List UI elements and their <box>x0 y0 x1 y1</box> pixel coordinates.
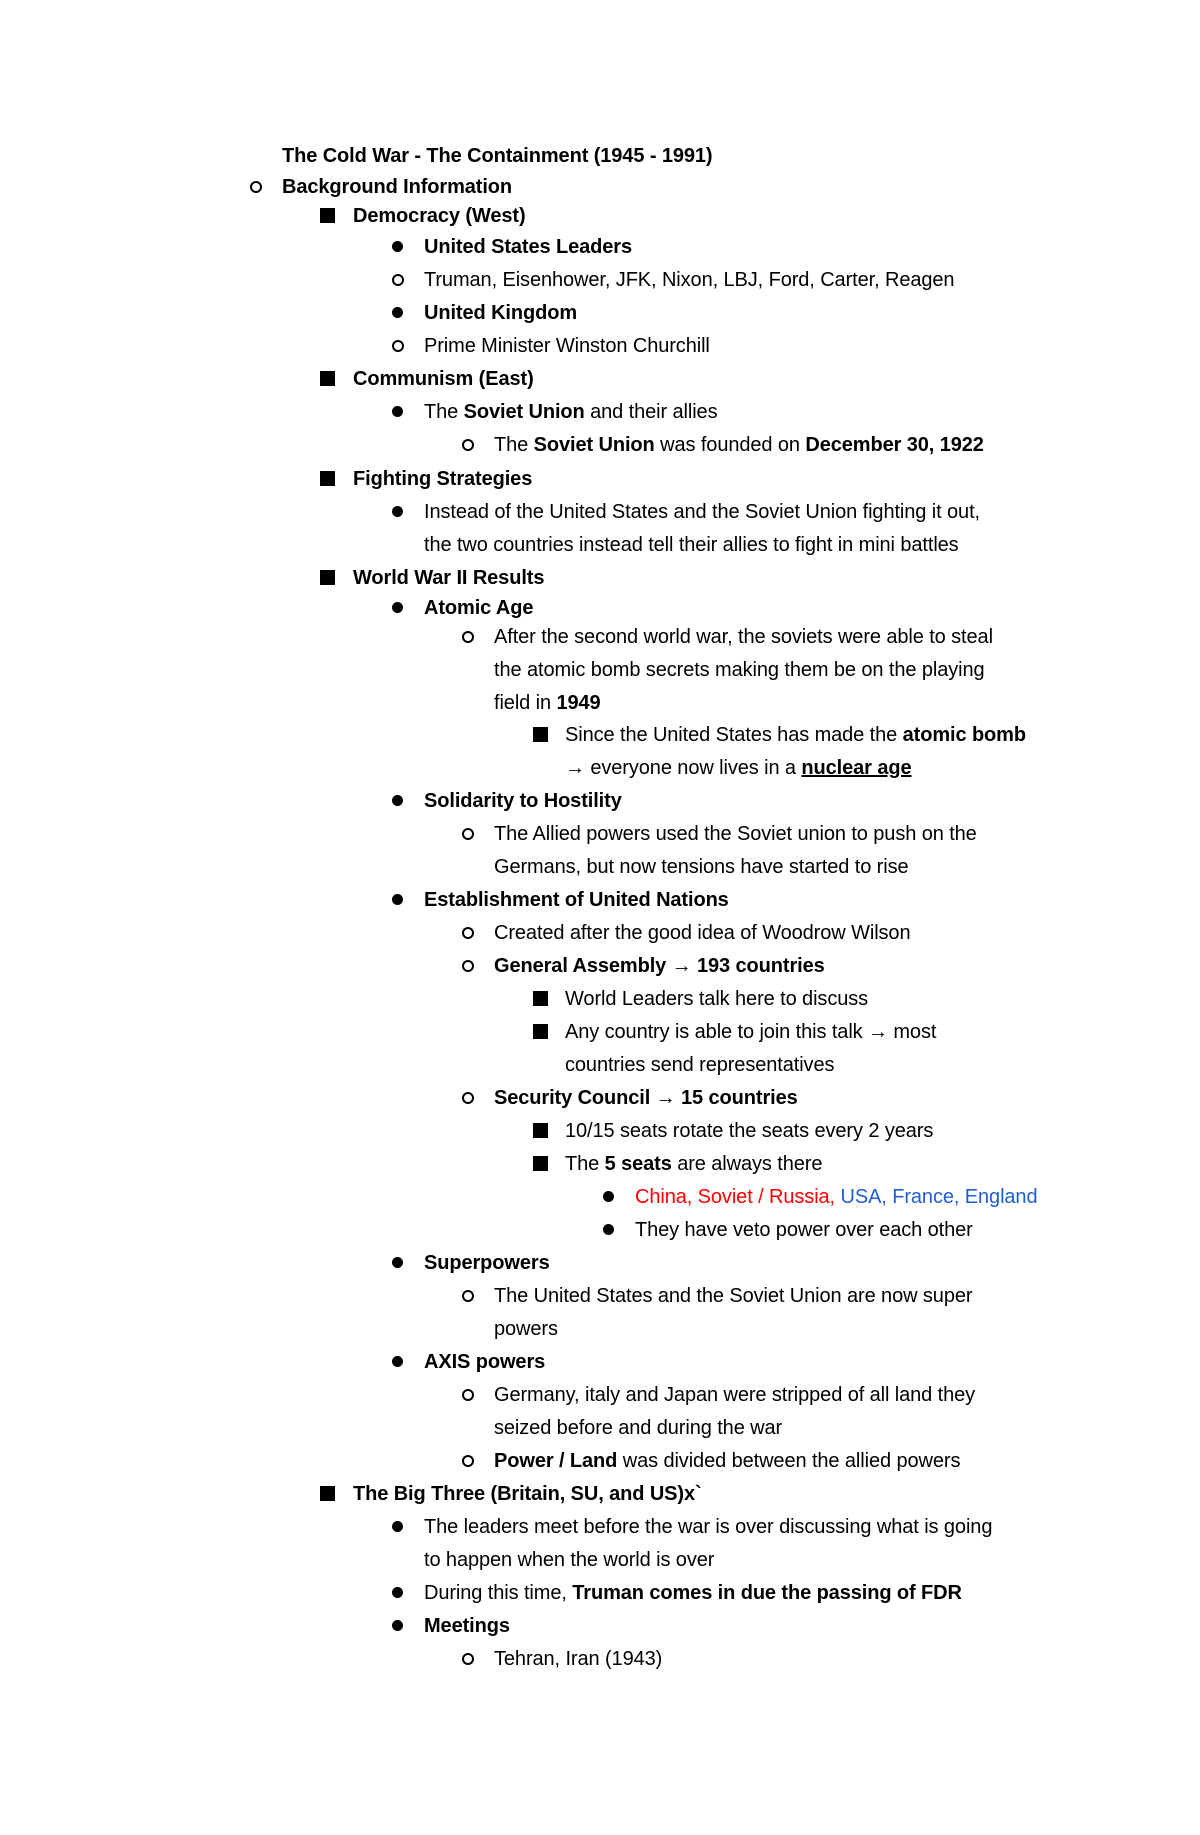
outline-line <box>0 1280 1200 1314</box>
outline-text <box>494 1414 782 1442</box>
outline-line <box>0 884 1200 918</box>
outline-line <box>0 496 1200 530</box>
square-bullet-icon <box>320 208 335 223</box>
text-segment: Truman, Eisenhower, JFK, Nixon, LBJ, Ford, Carter, Reagen <box>424 269 955 291</box>
text-segment: General Assembly → 193 countries <box>494 955 825 977</box>
outline-text <box>353 564 544 592</box>
dot-bullet-icon <box>392 795 403 806</box>
text-segment: World Leaders talk here to discuss <box>565 988 869 1010</box>
text-segment: Soviet Union <box>533 434 655 456</box>
outline-text <box>424 1546 714 1574</box>
outline-line <box>0 818 1200 852</box>
circle-bullet-icon <box>392 340 404 352</box>
text-segment: Power / Land <box>494 1450 618 1472</box>
square-bullet-icon <box>320 570 335 585</box>
circle-bullet-icon <box>462 1290 474 1302</box>
text-segment: the two countries instead tell their allies to fight in mini battles <box>424 534 959 556</box>
outline-text <box>424 498 980 526</box>
outline-line <box>0 297 1200 331</box>
outline-text <box>494 1315 558 1343</box>
outline-text <box>494 952 825 980</box>
outline-text <box>424 233 632 261</box>
outline-line <box>0 231 1200 265</box>
outline-text <box>353 1480 702 1508</box>
outline-line <box>0 1082 1200 1116</box>
outline-line <box>0 1610 1200 1644</box>
text-segment: Tehran, Iran (1943) <box>494 1648 663 1670</box>
text-segment: During this time, <box>424 1582 573 1604</box>
text-segment: → <box>565 757 585 779</box>
text-segment: the atomic bomb secrets making them be on the playing <box>494 659 985 681</box>
text-segment: The <box>565 1153 605 1175</box>
outline-text <box>565 985 868 1013</box>
text-segment: was divided between the allied powers <box>617 1450 961 1472</box>
outline-line <box>0 1412 1200 1446</box>
outline-line <box>0 1016 1200 1050</box>
outline-text <box>424 1249 550 1277</box>
circle-bullet-icon <box>462 1389 474 1401</box>
outline-text <box>424 332 710 360</box>
text-segment: was founded on <box>654 434 806 456</box>
text-segment: Meetings <box>424 1615 510 1637</box>
text-segment: Communism (East) <box>353 368 534 390</box>
outline-text <box>424 398 717 426</box>
text-segment: Superpowers <box>424 1252 550 1274</box>
dot-bullet-icon <box>603 1191 614 1202</box>
outline-text <box>494 1282 972 1310</box>
text-segment: Establishment of United Nations <box>424 889 729 911</box>
outline-text <box>494 431 984 459</box>
outline-text <box>635 1183 1037 1211</box>
text-segment: Any country is able to join this talk → most <box>565 1021 937 1043</box>
text-segment: The <box>494 434 534 456</box>
text-segment: are always there <box>671 1153 823 1175</box>
outline-line <box>0 1445 1200 1479</box>
circle-bullet-icon <box>462 439 474 451</box>
outline-text <box>565 1117 933 1145</box>
dot-bullet-icon <box>392 602 403 613</box>
text-segment: everyone now lives in a <box>584 757 802 779</box>
outline-line <box>0 950 1200 984</box>
outline-text <box>494 1381 975 1409</box>
dot-bullet-icon <box>392 406 403 417</box>
outline-text <box>424 787 622 815</box>
circle-bullet-icon <box>462 631 474 643</box>
outline-line <box>0 687 1200 721</box>
outline-text <box>565 1051 834 1079</box>
outline-text <box>424 1612 510 1640</box>
outline-text <box>494 689 601 717</box>
dot-bullet-icon <box>392 1257 403 1268</box>
text-segment: field in <box>494 692 557 714</box>
outline-text <box>424 531 959 559</box>
text-segment: Background Information <box>282 176 513 198</box>
dot-bullet-icon <box>392 307 403 318</box>
outline-text <box>282 173 512 201</box>
outline-text <box>494 1084 798 1112</box>
text-segment: seized before and during the war <box>494 1417 783 1439</box>
outline-line <box>0 1214 1200 1248</box>
outline-text <box>565 754 911 782</box>
text-segment: 10/15 seats rotate the seats every 2 years <box>565 1120 934 1142</box>
outline-text <box>494 853 909 881</box>
text-segment: USA, France, England <box>840 1186 1038 1208</box>
dot-bullet-icon <box>392 506 403 517</box>
text-segment: The United States and the Soviet Union are now super <box>494 1285 973 1307</box>
text-segment: Instead of the United States and the Soviet Union fighting it out, <box>424 501 980 523</box>
text-segment: China, Soviet / Russia, <box>635 1186 841 1208</box>
text-segment: AXIS powers <box>424 1351 546 1373</box>
text-segment: Germans, but now tensions have started to rise <box>494 856 909 878</box>
circle-bullet-icon <box>462 960 474 972</box>
outline-line <box>0 562 1200 596</box>
outline-text <box>494 1447 960 1475</box>
text-segment: The Big Three (Britain, SU, and US)x` <box>353 1483 702 1505</box>
outline-line <box>0 1478 1200 1512</box>
outline-line <box>0 621 1200 655</box>
text-segment: to happen when the world is over <box>424 1549 715 1571</box>
text-segment: powers <box>494 1318 558 1340</box>
outline-line <box>0 851 1200 885</box>
document-title: The Cold War - The Containment (1945 - 1991) <box>282 145 713 167</box>
outline-text <box>494 919 910 947</box>
outline-line <box>0 752 1200 786</box>
outline-line <box>0 785 1200 819</box>
text-segment: Security Council → 15 countries <box>494 1087 798 1109</box>
outline-line <box>0 463 1200 497</box>
outline-line <box>0 983 1200 1017</box>
text-segment: Prime Minister Winston Churchill <box>424 335 710 357</box>
outline-text <box>635 1216 973 1244</box>
text-segment: United Kingdom <box>424 302 578 324</box>
text-segment: Created after the good idea of Woodrow Wilson <box>494 922 911 944</box>
text-segment: Truman comes in due the passing of FDR <box>572 1582 962 1604</box>
text-segment: nuclear age <box>801 757 912 779</box>
outline-line <box>0 330 1200 364</box>
square-bullet-icon <box>320 471 335 486</box>
dot-bullet-icon <box>392 1587 403 1598</box>
square-bullet-icon <box>533 1123 548 1138</box>
outline-line <box>0 1181 1200 1215</box>
dot-bullet-icon <box>392 1521 403 1532</box>
outline-line <box>0 363 1200 397</box>
outline-text <box>353 365 534 393</box>
text-segment: and their allies <box>584 401 718 423</box>
outline-line <box>0 1577 1200 1611</box>
outline-line <box>0 719 1200 753</box>
outline-line <box>0 1049 1200 1083</box>
outline-line <box>0 1643 1200 1677</box>
text-segment: Atomic Age <box>424 597 534 619</box>
square-bullet-icon <box>533 991 548 1006</box>
square-bullet-icon <box>320 1486 335 1501</box>
outline-line <box>0 1379 1200 1413</box>
outline-line <box>0 396 1200 430</box>
outline-line <box>0 1247 1200 1281</box>
square-bullet-icon <box>320 371 335 386</box>
outline-line <box>0 429 1200 463</box>
text-segment: The leaders meet before the war is over discussing what is going <box>424 1516 993 1538</box>
square-bullet-icon <box>533 727 548 742</box>
outline-text <box>565 1018 936 1046</box>
text-segment: Solidarity to Hostility <box>424 790 622 812</box>
text-segment: After the second world war, the soviets were able to steal <box>494 626 993 648</box>
circle-bullet-icon <box>462 927 474 939</box>
outline-line <box>0 1115 1200 1149</box>
text-segment: Fighting Strategies <box>353 468 533 490</box>
outline-text <box>494 1645 662 1673</box>
dot-bullet-icon <box>392 894 403 905</box>
dot-bullet-icon <box>603 1224 614 1235</box>
document-title-line <box>0 140 1200 174</box>
dot-bullet-icon <box>392 241 403 252</box>
dot-bullet-icon <box>392 1356 403 1367</box>
circle-bullet-icon <box>462 1092 474 1104</box>
circle-bullet-icon <box>462 1455 474 1467</box>
outline-line <box>0 1511 1200 1545</box>
outline-line <box>0 1346 1200 1380</box>
text-segment: countries send representatives <box>565 1054 835 1076</box>
dot-bullet-icon <box>392 1620 403 1631</box>
outline-text <box>424 1579 962 1607</box>
text-segment: Democracy (West) <box>353 205 526 227</box>
circle-bullet-icon <box>250 181 262 193</box>
square-bullet-icon <box>533 1024 548 1039</box>
outline-line <box>0 917 1200 951</box>
outline-text <box>494 820 977 848</box>
text-segment: 1949 <box>556 692 601 714</box>
text-segment: United States Leaders <box>424 236 632 258</box>
text-segment: The Allied powers used the Soviet union to push on the <box>494 823 977 845</box>
outline-line <box>0 1544 1200 1578</box>
outline-line <box>0 264 1200 298</box>
outline-line <box>0 1148 1200 1182</box>
outline-line <box>0 654 1200 688</box>
outline-text <box>424 1348 545 1376</box>
outline-text <box>565 1150 822 1178</box>
outline-text <box>494 623 993 651</box>
outline-text <box>424 886 729 914</box>
circle-bullet-icon <box>462 828 474 840</box>
outline-text <box>424 594 533 622</box>
outline-text <box>353 202 526 230</box>
outline-line <box>0 1313 1200 1347</box>
outline-line <box>0 529 1200 563</box>
circle-bullet-icon <box>392 274 404 286</box>
text-segment: World War II Results <box>353 567 545 589</box>
square-bullet-icon <box>533 1156 548 1171</box>
text-segment: Since the United States has made the <box>565 724 903 746</box>
outline-line <box>0 200 1200 234</box>
text-segment: The <box>424 401 464 423</box>
text-segment: Germany, italy and Japan were stripped of all land they <box>494 1384 976 1406</box>
outline-text <box>353 465 532 493</box>
outline-text <box>424 299 577 327</box>
outline-text <box>424 266 954 294</box>
text-segment: atomic bomb <box>902 724 1026 746</box>
outline-text <box>565 721 1026 749</box>
text-segment: December 30, 1922 <box>805 434 984 456</box>
text-segment: They have veto power over each other <box>635 1219 973 1241</box>
circle-bullet-icon <box>462 1653 474 1665</box>
outline-text <box>424 1513 992 1541</box>
text-segment: 5 seats <box>604 1153 672 1175</box>
outline-text <box>494 656 985 684</box>
text-segment: Soviet Union <box>463 401 585 423</box>
